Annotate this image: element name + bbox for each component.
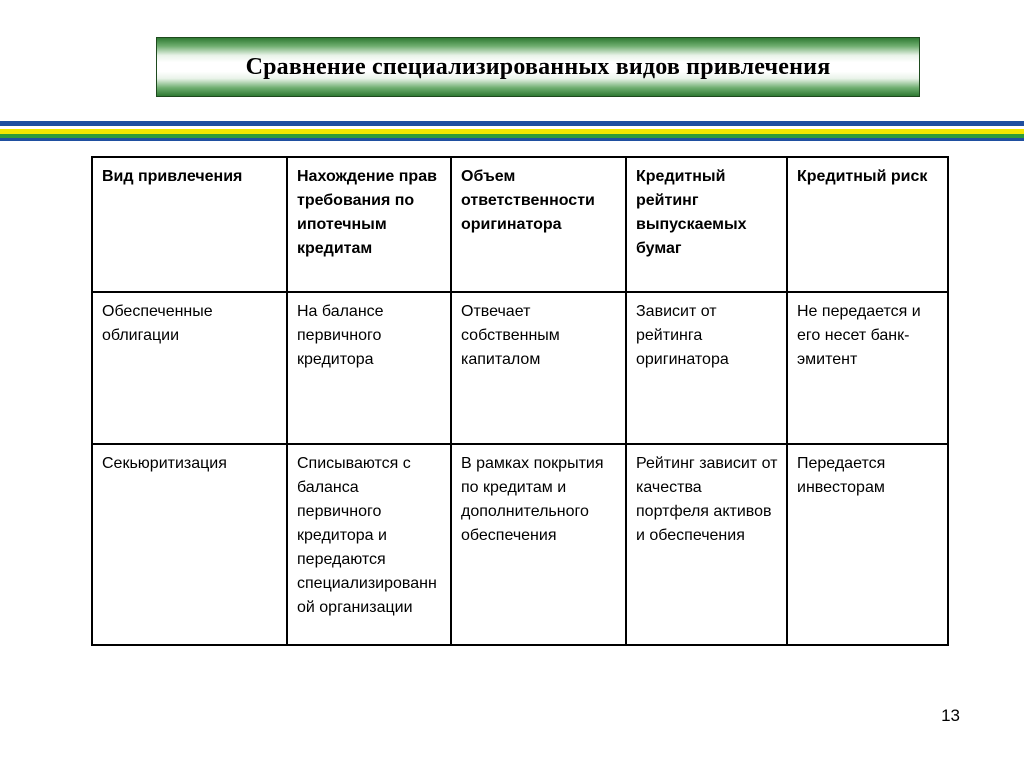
slide-title-box <box>156 37 920 97</box>
header-cell: Объем ответственности оригинатора <box>451 157 626 292</box>
header-cell: Нахождение прав требования по ипотечным кредитам <box>287 157 451 292</box>
table-row <box>92 292 948 444</box>
table-cell: Секьюритизация <box>92 444 287 645</box>
table-header-row <box>92 157 948 292</box>
stripe-blue-bottom <box>0 138 1024 141</box>
comparison-table <box>91 156 949 646</box>
header-cell: Кредитный риск <box>787 157 948 292</box>
decorative-stripes <box>0 121 1024 141</box>
table-cell: Отвечает собственным капиталом <box>451 292 626 444</box>
table-cell: Списываются с баланса первичного кредитора и передаются специализированной организации <box>287 444 451 645</box>
header-cell: Вид привлечения <box>92 157 287 292</box>
slide-title: Сравнение специализированных видов привлечения <box>245 53 831 80</box>
header-cell: Кредитный рейтинг выпускаемых бумаг <box>626 157 787 292</box>
table-cell: Зависит от рейтинга оригинатора <box>626 292 787 444</box>
table-row <box>92 444 948 645</box>
table-cell: Рейтинг зависит от качества портфеля активов и обеспечения <box>626 444 787 645</box>
table-cell: Обеспеченные облигации <box>92 292 287 444</box>
comparison-table-wrapper <box>91 156 947 646</box>
table-cell: В рамках покрытия по кредитам и дополнительного обеспечения <box>451 444 626 645</box>
table-cell: На балансе первичного кредитора <box>287 292 451 444</box>
table-cell: Не передается и его несет банк-эмитент <box>787 292 948 444</box>
page-number: 13 <box>941 706 960 725</box>
table-cell: Передается инвесторам <box>787 444 948 645</box>
